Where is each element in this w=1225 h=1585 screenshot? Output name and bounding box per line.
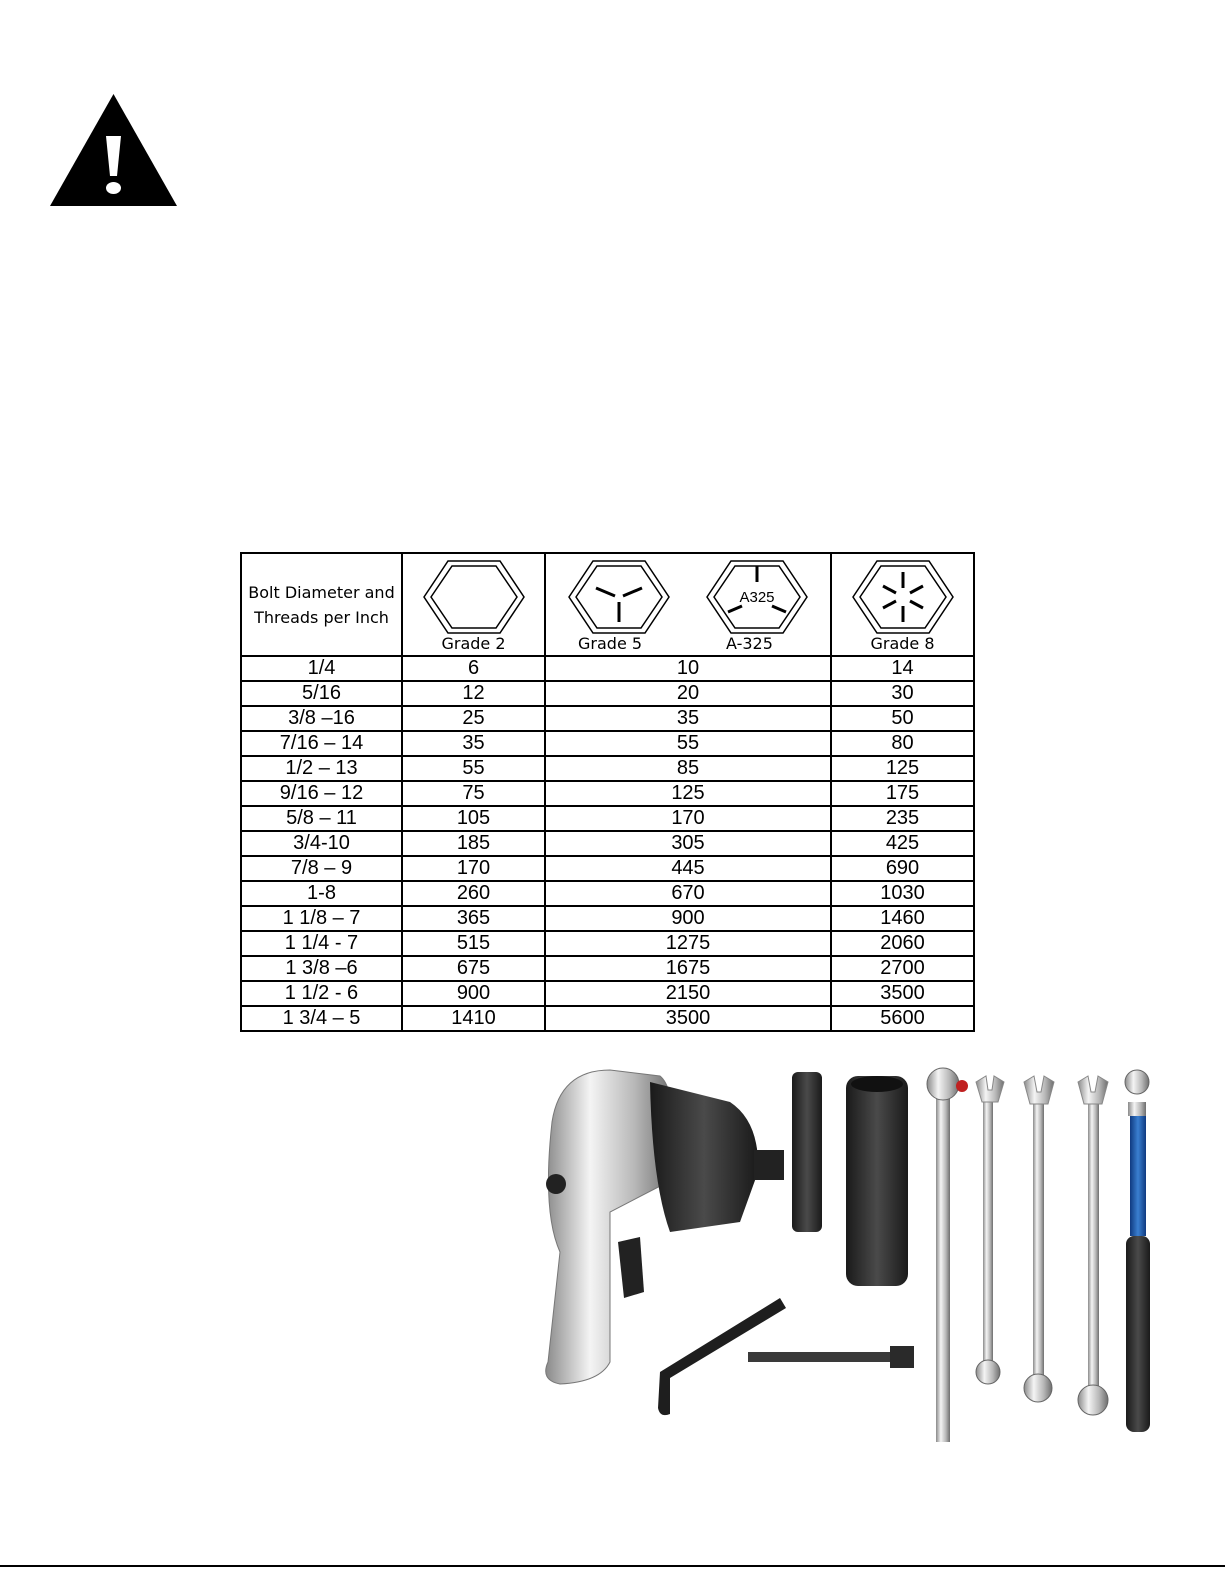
bolt-size-cell: 1/4 (241, 656, 402, 681)
grade-2-torque-cell: 365 (402, 906, 545, 931)
grade-5-a325-torque-cell: 85 (545, 756, 831, 781)
grade-8-torque-cell: 3500 (831, 981, 974, 1006)
grade-2-header (402, 553, 545, 656)
grade-8-torque-cell: 50 (831, 706, 974, 731)
grade-5-a325-header (545, 553, 831, 656)
grade-5-a325-torque-cell: 900 (545, 906, 831, 931)
page-bottom-rule (0, 1565, 1225, 1567)
grade-8-label: Grade 8 (870, 634, 935, 653)
table-row (241, 956, 974, 981)
grade-2-torque-cell: 675 (402, 956, 545, 981)
grade-2-torque-cell: 185 (402, 831, 545, 856)
table-row (241, 981, 974, 1006)
torque-wrench-icon (1125, 1070, 1150, 1432)
bolt-size-cell: 1 1/8 – 7 (241, 906, 402, 931)
grade-2-torque-cell: 6 (402, 656, 545, 681)
grade-5-a325-torque-cell: 2150 (545, 981, 831, 1006)
table-row (241, 756, 974, 781)
a325-label: A-325 (726, 634, 773, 653)
a325-mark-text: A325 (739, 589, 775, 606)
grade-2-torque-cell: 55 (402, 756, 545, 781)
grade-2-torque-cell: 12 (402, 681, 545, 706)
bolt-size-cell: 1 3/4 – 5 (241, 1006, 402, 1031)
grade-5-a325-torque-cell: 35 (545, 706, 831, 731)
bolt-size-cell: 1/2 – 13 (241, 756, 402, 781)
combination-wrench-icons (976, 1076, 1108, 1415)
grade-2-torque-cell: 1410 (402, 1006, 545, 1031)
table-row (241, 831, 974, 856)
grade-8-torque-cell: 80 (831, 731, 974, 756)
grade-2-torque-cell: 105 (402, 806, 545, 831)
grade-2-label: Grade 2 (441, 634, 506, 653)
ratchet-icon (927, 1068, 968, 1442)
grade-8-hex-icon (850, 558, 956, 636)
grade-8-torque-cell: 30 (831, 681, 974, 706)
table-row (241, 906, 974, 931)
grade-5-a325-torque-cell: 10 (545, 656, 831, 681)
bolt-size-cell: 3/4-10 (241, 831, 402, 856)
grade-5-a325-torque-cell: 125 (545, 781, 831, 806)
grade-8-torque-cell: 235 (831, 806, 974, 831)
bolt-size-cell: 7/8 – 9 (241, 856, 402, 881)
deep-socket-small-icon (792, 1072, 822, 1232)
grade-5-a325-torque-cell: 3500 (545, 1006, 831, 1031)
bolt-size-cell: 3/8 –16 (241, 706, 402, 731)
grade-8-torque-cell: 2060 (831, 931, 974, 956)
grade-5-hex-icon (566, 558, 672, 636)
grade-2-torque-cell: 260 (402, 881, 545, 906)
table-row (241, 881, 974, 906)
bolt-size-cell: 1 3/8 –6 (241, 956, 402, 981)
table-header-row (241, 553, 974, 656)
grade-5-a325-torque-cell: 55 (545, 731, 831, 756)
grade-8-torque-cell: 1030 (831, 881, 974, 906)
table-row (241, 931, 974, 956)
grade-8-torque-cell: 425 (831, 831, 974, 856)
grade-8-torque-cell: 125 (831, 756, 974, 781)
grade-5-a325-torque-cell: 445 (545, 856, 831, 881)
grade-8-torque-cell: 690 (831, 856, 974, 881)
table-row (241, 706, 974, 731)
bolt-torque-table (240, 552, 975, 1032)
grade-2-torque-cell: 170 (402, 856, 545, 881)
grade-8-header (831, 553, 974, 656)
grade-8-torque-cell: 14 (831, 656, 974, 681)
bolt-size-cell: 5/16 (241, 681, 402, 706)
grade-2-torque-cell: 35 (402, 731, 545, 756)
grade-8-torque-cell: 2700 (831, 956, 974, 981)
warning-triangle-icon (48, 92, 179, 208)
table-row (241, 731, 974, 756)
table-row (241, 681, 974, 706)
grade-8-torque-cell: 1460 (831, 906, 974, 931)
bolt-size-cell: 7/16 – 14 (241, 731, 402, 756)
table-row (241, 656, 974, 681)
grade-5-a325-torque-cell: 170 (545, 806, 831, 831)
grade-2-hex-icon (421, 558, 527, 636)
grade-5-a325-torque-cell: 1675 (545, 956, 831, 981)
grade-5-a325-torque-cell: 20 (545, 681, 831, 706)
table-row (241, 781, 974, 806)
bolt-size-cell: 1-8 (241, 881, 402, 906)
bolt-size-cell: 1 1/4 - 7 (241, 931, 402, 956)
deep-socket-large-icon (846, 1076, 908, 1286)
a325-hex-icon (704, 558, 810, 636)
grade-2-torque-cell: 75 (402, 781, 545, 806)
grade-5-label: Grade 5 (578, 634, 643, 653)
grade-8-torque-cell: 5600 (831, 1006, 974, 1031)
grade-2-torque-cell: 25 (402, 706, 545, 731)
bolt-size-cell: 5/8 – 11 (241, 806, 402, 831)
grade-5-a325-torque-cell: 1275 (545, 931, 831, 956)
tools-photo (540, 1062, 1170, 1454)
bolt-size-cell: 1 1/2 - 6 (241, 981, 402, 1006)
impact-wrench-icon (546, 1070, 784, 1384)
grade-2-torque-cell: 900 (402, 981, 545, 1006)
bolt-diameter-header: Bolt Diameter and Threads per Inch (241, 553, 402, 656)
extension-bar-icon (748, 1346, 914, 1368)
table-row (241, 1006, 974, 1031)
grade-5-a325-torque-cell: 670 (545, 881, 831, 906)
table-body (241, 656, 974, 1031)
grade-2-torque-cell: 515 (402, 931, 545, 956)
bolt-size-cell: 9/16 – 12 (241, 781, 402, 806)
table-row (241, 856, 974, 881)
grade-8-torque-cell: 175 (831, 781, 974, 806)
grade-5-a325-torque-cell: 305 (545, 831, 831, 856)
table-row (241, 806, 974, 831)
